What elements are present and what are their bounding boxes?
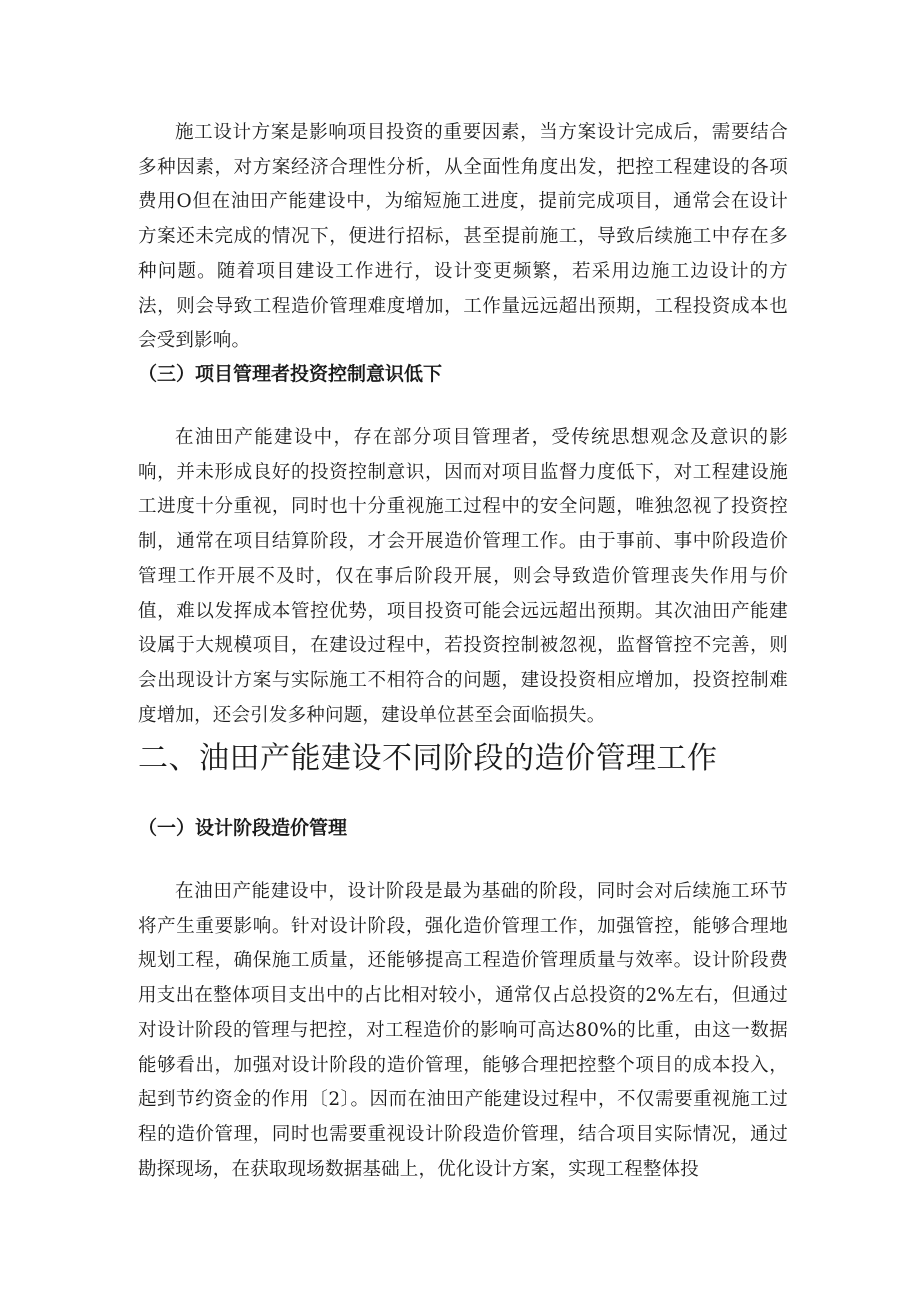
body-paragraph-design-scheme: 施工设计方案是影响项目投资的重要因素，当方案设计完成后，需要结合多种因素，对方案经济合理性分析，从全面性角度出发，把控工程建设的各项费用O但在油田产能建设中，为缩短施工进度，提前完成项目，通常会在设计方案还未完成的情况下，便进行招标，甚至提前施工，导致后续施工中存在多种问题。随着项目建设工作进行，设计变更频繁，若采用边施工边设计的方法，则会导致工程造价管理难度增加，工作量远远超出预期，工程投资成本也会受到影响。 xyxy=(138,122,788,352)
subsection-heading-investment-awareness: （三）项目管理者投资控制意识低下 xyxy=(138,363,443,385)
subsection-heading-design-stage: （一）设计阶段造价管理 xyxy=(138,817,348,839)
section-heading-stage-cost-management: 二、油田产能建设不同阶段的造价管理工作 xyxy=(138,741,718,776)
body-paragraph-design-stage: 在油田产能建设中，设计阶段是最为基础的阶段，同时会对后续施工环节将产生重要影响。针对设计阶段，强化造价管理工作，加强管控，能够合理地规划工程，确保施工质量，还能够提高工程造价管理质量与效率。设计阶段费用支出在整体项目支出中的占比相对较小，通常仅占总投资的2%左右，但通过对设计阶段的管理与把控，对工程造价的影响可高达80%的比重，由这一数据能够看出，加强对设计阶段的造价管理，能够合理把控整个项目的成本投入，起到节约资金的作用〔2〕。因而在油田产能建设过程中，不仅需要重视施工过程的造价管理，同时也需要重视设计阶段造价管理，结合项目实际情况，通过勘探现场，在获取现场数据基础上，优化设计方案，实现工程整体投 xyxy=(138,881,788,1180)
body-paragraph-project-managers: 在油田产能建设中，存在部分项目管理者，受传统思想观念及意识的影响，并未形成良好的投资控制意识，因而对项目监督力度低下，对工程建设施工进度十分重视，同时也十分重视施工过程中的安全问题，唯独忽视了投资控制，通常在项目结算阶段，才会开展造价管理工作。由于事前、事中阶段造价管理工作开展不及时，仅在事后阶段开展，则会导致造价管理丧失作用与价值，难以发挥成本管控优势，项目投资可能会远远超出预期。其次油田产能建设属于大规模项目，在建设过程中，若投资控制被忽视，监督管控不完善，则会出现设计方案与实际施工不相符合的问题，建设投资相应增加，投资控制难度增加，还会引发多种问题，建设单位甚至会面临损失。 xyxy=(138,427,788,726)
